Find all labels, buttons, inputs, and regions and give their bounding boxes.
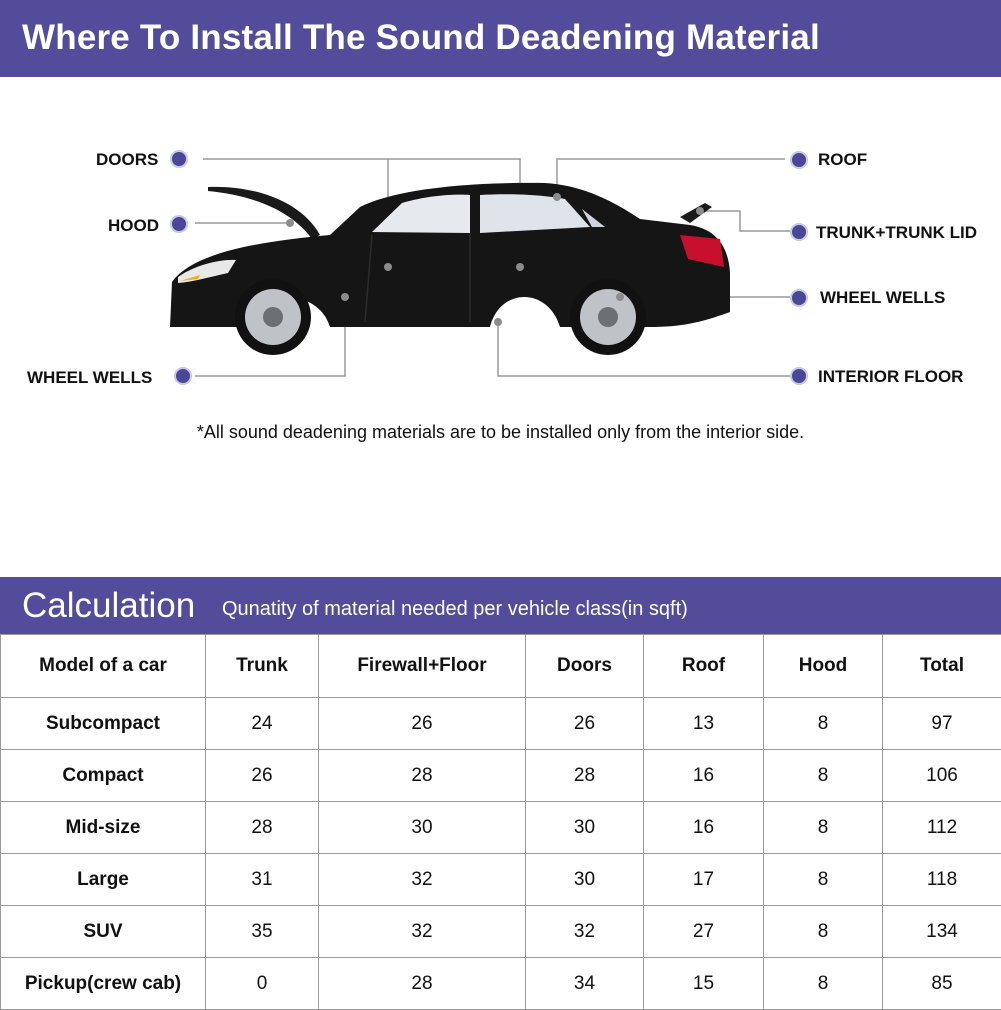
table-cell: 30 [526, 854, 644, 906]
table-cell: 97 [883, 698, 1001, 750]
table-cell: 8 [764, 750, 883, 802]
label-doors: DOORS [96, 150, 158, 170]
table-cell: 28 [319, 958, 526, 1010]
table-row [1, 802, 1001, 854]
table-cell: 26 [526, 698, 644, 750]
table-cell: 106 [883, 750, 1001, 802]
calculation-banner [0, 577, 1001, 634]
page-title: Where To Install The Sound Deadening Material [22, 18, 820, 58]
table-cell: SUV [1, 906, 206, 958]
table-cell: 134 [883, 906, 1001, 958]
table-cell: 15 [644, 958, 764, 1010]
interior-floor-marker-icon [790, 367, 808, 385]
table-cell: 8 [764, 802, 883, 854]
label-interior-floor: INTERIOR FLOOR [818, 367, 963, 387]
column-header: Doors [526, 635, 644, 698]
table-cell: 8 [764, 958, 883, 1010]
column-header: Model of a car [1, 635, 206, 698]
doors-marker-icon [170, 150, 188, 168]
label-wheel-wells-left: WHEEL WELLS [27, 368, 152, 388]
table-cell: 85 [883, 958, 1001, 1010]
table-cell: 13 [644, 698, 764, 750]
leader-roof [557, 159, 785, 197]
table-cell: 16 [644, 802, 764, 854]
wheel-wells-right-marker-icon [790, 289, 808, 307]
table-cell: 28 [206, 802, 319, 854]
table-row [1, 906, 1001, 958]
car-body [170, 183, 730, 355]
wheel-wells-left-marker-icon [174, 367, 192, 385]
table-cell: 24 [206, 698, 319, 750]
column-header: Total [883, 635, 1001, 698]
table-cell: 34 [526, 958, 644, 1010]
table-cell: Pickup(crew cab) [1, 958, 206, 1010]
table-cell: 8 [764, 906, 883, 958]
calculation-title: Calculation [22, 586, 195, 626]
table-cell: Subcompact [1, 698, 206, 750]
label-roof: ROOF [818, 150, 867, 170]
table-cell: 32 [319, 854, 526, 906]
table-cell: 28 [526, 750, 644, 802]
table-cell: 17 [644, 854, 764, 906]
column-header: Firewall+Floor [319, 635, 526, 698]
table-cell: 27 [644, 906, 764, 958]
table-cell: 32 [319, 906, 526, 958]
car-illustration [0, 77, 1001, 417]
leader-trunk [700, 211, 790, 231]
header-banner [0, 0, 1001, 77]
table-cell: 8 [764, 698, 883, 750]
install-note: *All sound deadening materials are to be installed only from the interior side. [0, 422, 1001, 443]
table-cell: 118 [883, 854, 1001, 906]
table-cell: Mid-size [1, 802, 206, 854]
column-header: Roof [644, 635, 764, 698]
roof-marker-icon [790, 151, 808, 169]
calculation-subtitle: Qunatity of material needed per vehicle class(in sqft) [222, 598, 688, 621]
table-cell: 30 [319, 802, 526, 854]
label-trunk: TRUNK+TRUNK LID [816, 223, 977, 243]
label-hood: HOOD [108, 216, 159, 236]
table-row [1, 854, 1001, 906]
table-cell: 35 [206, 906, 319, 958]
table-cell: 31 [206, 854, 319, 906]
table-cell: Compact [1, 750, 206, 802]
table-cell: 26 [319, 698, 526, 750]
table-cell: 28 [319, 750, 526, 802]
label-wheel-wells-right: WHEEL WELLS [820, 288, 945, 308]
column-header: Trunk [206, 635, 319, 698]
hood-marker-icon [170, 215, 188, 233]
table-row [1, 750, 1001, 802]
table-cell: 112 [883, 802, 1001, 854]
car-diagram [0, 77, 1001, 577]
column-header: Hood [764, 635, 883, 698]
table-cell: 16 [644, 750, 764, 802]
table-cell: 8 [764, 854, 883, 906]
table-header-row [1, 635, 1001, 698]
table-cell: 26 [206, 750, 319, 802]
table-cell: 32 [526, 906, 644, 958]
table-row [1, 698, 1001, 750]
table-cell: Large [1, 854, 206, 906]
table-row [1, 958, 1001, 1010]
trunk-marker-icon [790, 223, 808, 241]
leader-floor [498, 322, 790, 376]
table-cell: 0 [206, 958, 319, 1010]
material-table [0, 634, 1001, 1010]
table-cell: 30 [526, 802, 644, 854]
